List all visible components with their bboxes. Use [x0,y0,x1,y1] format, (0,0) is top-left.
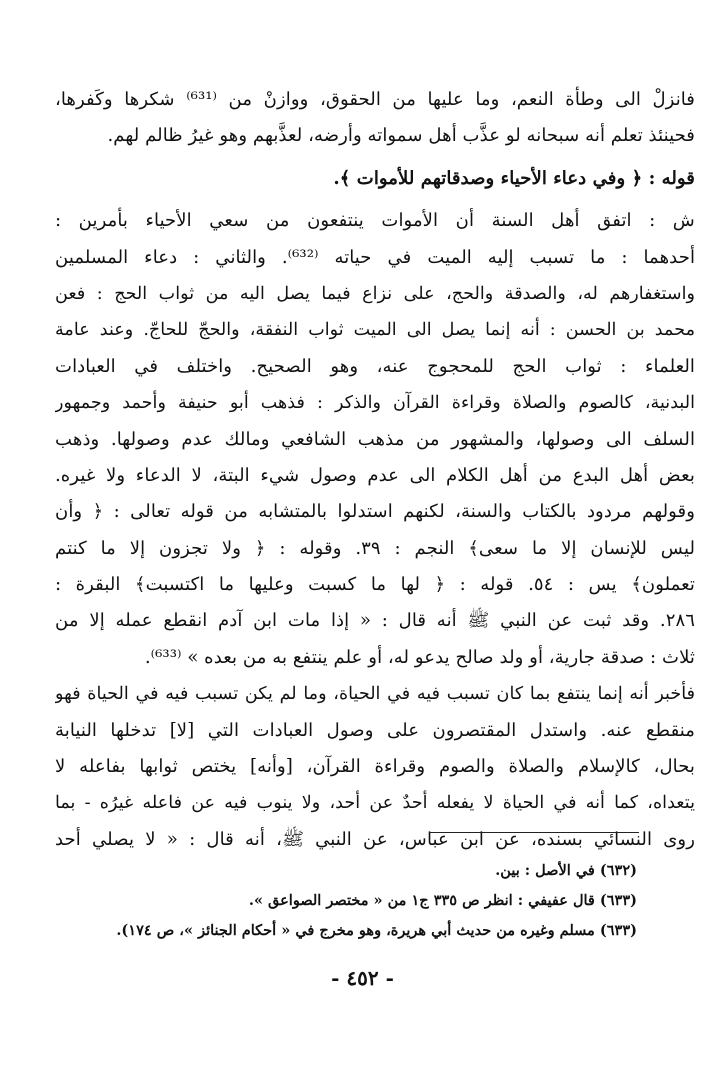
text-line: أحدهما : ما تسبب إليه الميت في حياته ⁽⁶³²⁾. والثاني : دعاء المسلمين [55,246,695,268]
text-line: تعملون﴾ يس : ٥٤. قوله : ﴿ لها ما كسبت وعليها ما اكتسبت﴾ البقرة : [55,574,695,596]
main-text [55,82,695,858]
footnote: (٦٣٣) مسلم وغيره من حديث أبي هريرة، وهو مخرج في « أحكام الجنائز »، ص ١٧٤). [116,922,637,939]
text-line: ليس للإنسان إلا ما سعى﴾ النجم : ٣٩. وقوله : ﴿ ولا تجزون إلا ما كنتم [55,537,695,559]
footnote-divider [429,832,639,833]
text-line: ٢٨٦. وقد ثبت عن النبي ﷺ أنه قال : « إذا مات ابن آدم انقطع عمله إلا من [55,610,695,632]
text-line: فأخبر أنه إنما ينتفع بما كان تسبب فيه في الحياة، وما لم يكن تسبب فيه في الحياة فهو [55,684,695,705]
text-line: بعض أهل البدع من أهل الكلام الى عدم وصول شيء البتة، لا الدعاء ولا غيره. [55,464,695,486]
text-line: السلف الى وصولها، والمشهور من مذهب الشافعي ومالك عدم وصولها. وذهب [55,428,695,450]
text-line: يتعداه، كما أنه في الحياة لا يفعله أحدٌ عن أحد، ولا ينوب فيه عن فاعله غيرُه - بما [55,793,695,814]
text-line: منقطع عنه. واستدل المقتصرون على وصول العبادات التي [لا] تدخلها النيابة [55,719,695,741]
text-line: ثلاث : صدقة جارية، أو ولد صالح يدعو له، أو علم ينتفع به من بعده » ⁽⁶³³⁾. [144,646,695,668]
text-line: فانزلْ الى وطأة النعم، وما عليها من الحقوق، ووازنْ من ⁽⁶³¹⁾ شكرها وكَفرها، [55,89,695,110]
text-line: واستغفارهم له، والصدقة والحج، على نزاع فيما يصل اليه من ثواب الحج : فعن [55,283,695,304]
text-line: ش : اتفق أهل السنة أن الأموات ينتفعون من سعي الأحياء بأمرين : [55,210,695,232]
text-line: بحال، كالإسلام والصلاة والصوم وقراءة القرآن، [وأنه] يختص ثوابها بفاعله لا [55,756,695,778]
text-line: العلماء : ثواب الحج للمحجوج عنه، وهو الصحيح. واختلف في العبادات [55,355,695,377]
text-line: محمد بن الحسن : أنه إنما يصل الى الميت ثواب النفقة، والحجّ للحاجّ. وعند عامة [55,320,695,341]
footnote: (٦٣٢) في الأصل : بين. [495,862,637,879]
text-line: البدنية، كالصوم والصلاة وقراءة القرآن والذكر : فذهب أبو حنيفة وأحمد وجمهور [55,393,695,414]
section-heading: قوله : ﴿ وفي دعاء الأحياء وصدقاتهم للأموات ﴾. [333,167,695,189]
footnotes [77,856,637,946]
text-line: فحينئذ تعلم أنه سبحانه لو عذَّب أهل سمواته وأرضه، لعذَّبهم وهو غيرُ ظالم لهم. [107,125,695,147]
text-line: روى النسائي بسنده، عن ابن عباس، عن النبي ﷺ، أنه قال : « لا يصلي أحد [55,828,695,850]
footnote: (٦٣٣) قال عفيفي : انظر ص ٣٣٥ ج١ من « مختصر الصواعق ». [248,892,637,909]
text-line: وقولهم مردود بالكتاب والسنة، لكنهم استدلوا بالمتشابه من قوله تعالى : ﴿ وأن [55,501,695,523]
page-number: - ٤٥٢ - [331,966,394,990]
